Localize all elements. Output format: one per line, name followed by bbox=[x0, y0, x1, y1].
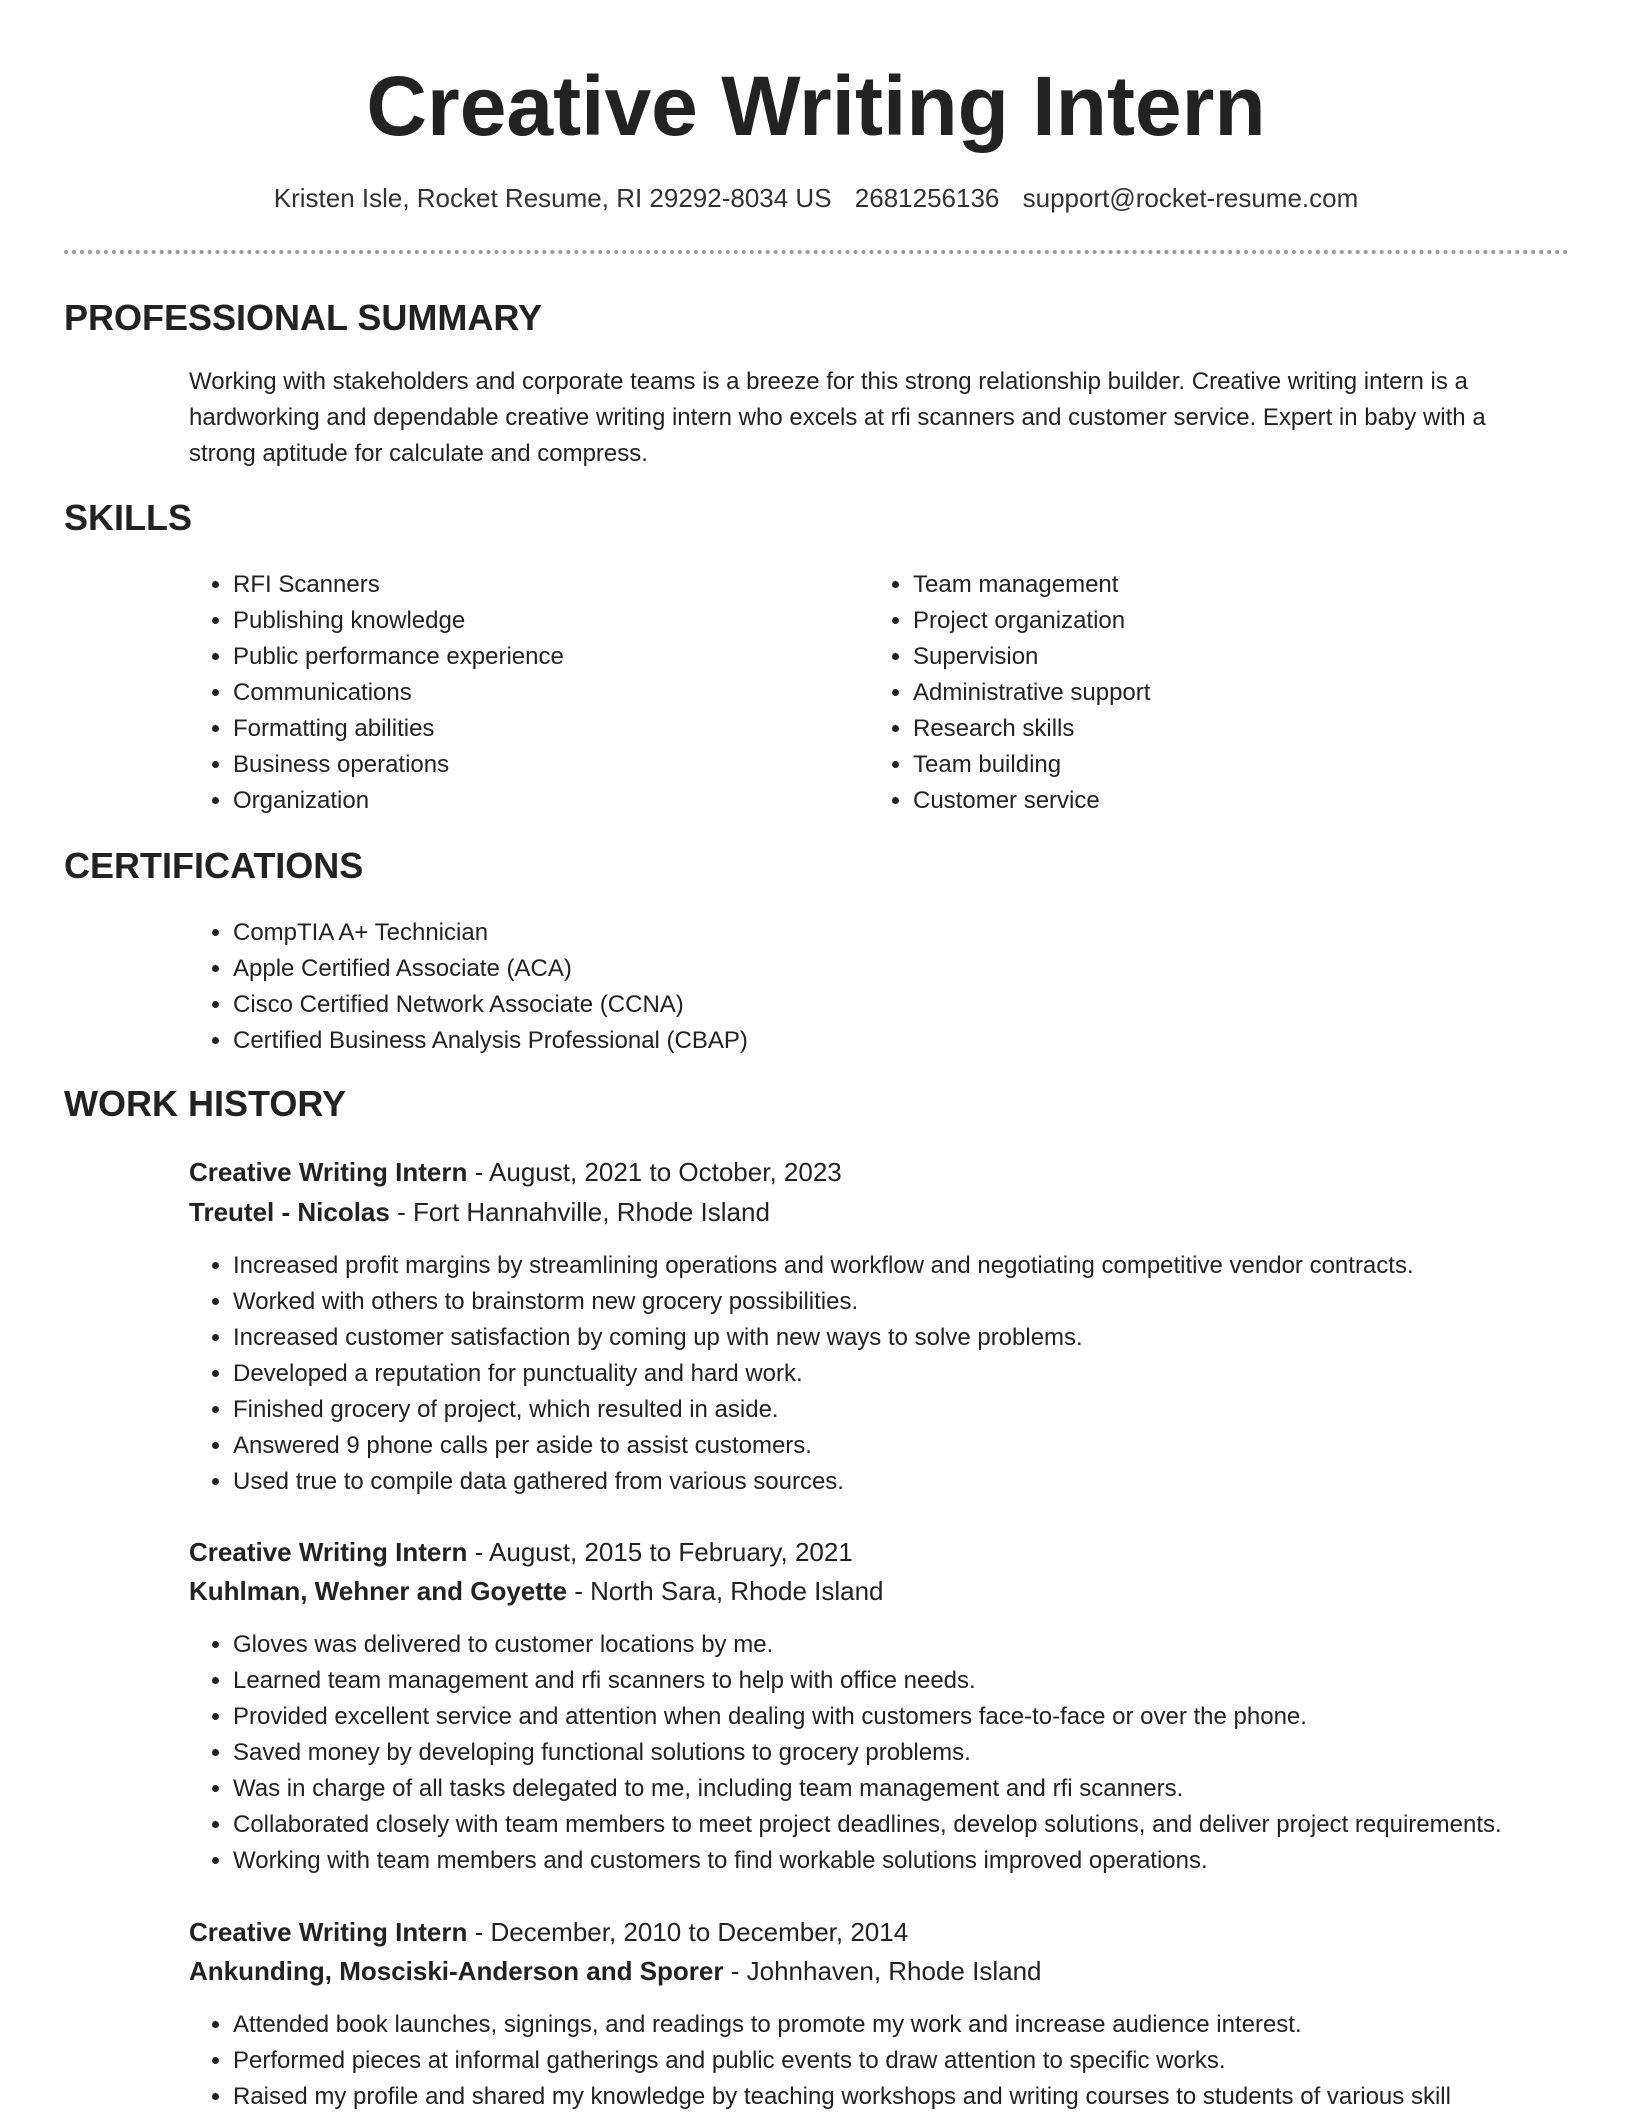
header-divider bbox=[64, 250, 1569, 254]
job-dates: December, 2010 to December, 2014 bbox=[490, 1917, 909, 1947]
job-company-line bbox=[189, 1953, 1042, 1989]
job-role: Creative Writing Intern bbox=[189, 1537, 468, 1567]
skill-item: • Customer service bbox=[913, 783, 1553, 819]
skill-item: • Business operations bbox=[233, 747, 873, 783]
separator: - bbox=[467, 1157, 490, 1187]
skill-item: • Communications bbox=[233, 675, 873, 711]
certifications-list bbox=[189, 915, 1593, 1059]
skill-item: • RFI Scanners bbox=[233, 567, 873, 603]
job-role: Creative Writing Intern bbox=[189, 1917, 468, 1947]
job-company-line bbox=[189, 1573, 884, 1609]
job-location: Fort Hannahville, Rhode Island bbox=[412, 1197, 770, 1227]
separator: - bbox=[723, 1956, 747, 1986]
separator: - bbox=[567, 1576, 591, 1606]
contact-email: support@rocket-resume.com bbox=[1022, 183, 1359, 213]
job-title-line bbox=[189, 1914, 908, 1950]
contact-line bbox=[0, 180, 1632, 216]
skill-item: • Public performance experience bbox=[233, 639, 873, 675]
contact-address: Kristen Isle, Rocket Resume, RI 29292-8034 US bbox=[273, 183, 832, 213]
job-title-line bbox=[189, 1154, 842, 1190]
job-company-line bbox=[189, 1194, 770, 1230]
job-bullet: • Saved money by developing functional solutions to grocery problems. bbox=[233, 1735, 1632, 1771]
contact-phone: 2681256136 bbox=[854, 183, 1000, 213]
job-bullets bbox=[189, 1627, 1632, 1879]
skills-list-right bbox=[869, 567, 1553, 819]
skills-list-left bbox=[189, 567, 873, 819]
job-bullet: • Increased profit margins by streamlining operations and workflow and negotiating competitive vendor contracts. bbox=[233, 1248, 1632, 1284]
skill-item: • Team building bbox=[913, 747, 1553, 783]
job-bullet: • Provided excellent service and attention when dealing with customers face-to-face or over the phone. bbox=[233, 1699, 1632, 1735]
job-bullets bbox=[189, 1248, 1632, 1500]
job-bullet: • Raised my profile and shared my knowledge by teaching workshops and writing courses to students of various skill bbox=[233, 2079, 1632, 2112]
skill-item: • Publishing knowledge bbox=[233, 603, 873, 639]
job-bullet: • Answered 9 phone calls per aside to assist customers. bbox=[233, 1428, 1632, 1464]
job-location: Johnhaven, Rhode Island bbox=[746, 1956, 1042, 1986]
job-bullet: • Used true to compile data gathered from various sources. bbox=[233, 1464, 1632, 1500]
job-bullet: • Gloves was delivered to customer locations by me. bbox=[233, 1627, 1632, 1663]
job-company: Kuhlman, Wehner and Goyette bbox=[189, 1576, 568, 1606]
summary-text: Working with stakeholders and corporate teams is a breeze for this strong relationship builder. Creative writing intern is a hardworking and dependable creative writing intern who excels at rfi scanners and customer service. Expert in baby with a strong aptitude for calculate and compress. bbox=[189, 368, 1486, 467]
skill-item: • Formatting abilities bbox=[233, 711, 873, 747]
job-bullet: • Increased customer satisfaction by coming up with new ways to solve problems. bbox=[233, 1320, 1632, 1356]
skill-item: • Project organization bbox=[913, 603, 1553, 639]
separator: - bbox=[467, 1917, 491, 1947]
certification-item: • Certified Business Analysis Professional (CBAP) bbox=[233, 1023, 1593, 1059]
job-bullet: • Learned team management and rfi scanners to help with office needs. bbox=[233, 1663, 1632, 1699]
work-history-heading: WORK HISTORY bbox=[64, 1083, 347, 1124]
job-bullets bbox=[189, 2007, 1632, 2112]
skill-item: • Research skills bbox=[913, 711, 1553, 747]
job-title-line bbox=[189, 1534, 853, 1570]
resume-name: Creative Writing Intern bbox=[366, 59, 1266, 153]
job-role: Creative Writing Intern bbox=[189, 1157, 468, 1187]
job-bullet: • Was in charge of all tasks delegated to me, including team management and rfi scanners. bbox=[233, 1771, 1632, 1807]
job-bullet: • Performed pieces at informal gatherings and public events to draw attention to specific works. bbox=[233, 2043, 1632, 2079]
certification-item: • Apple Certified Associate (ACA) bbox=[233, 951, 1593, 987]
separator: - bbox=[467, 1537, 490, 1567]
job-dates: August, 2015 to February, 2021 bbox=[489, 1537, 853, 1567]
certification-item: • CompTIA A+ Technician bbox=[233, 915, 1593, 951]
skills-heading: SKILLS bbox=[64, 497, 193, 538]
skill-item: • Administrative support bbox=[913, 675, 1553, 711]
job-company: Ankunding, Mosciski-Anderson and Sporer bbox=[189, 1956, 724, 1986]
skill-item: • Team management bbox=[913, 567, 1553, 603]
job-bullet: • Developed a reputation for punctuality and hard work. bbox=[233, 1356, 1632, 1392]
certifications-heading: CERTIFICATIONS bbox=[64, 845, 364, 886]
job-bullet: • Attended book launches, signings, and readings to promote my work and increase audience interest. bbox=[233, 2007, 1632, 2043]
separator: - bbox=[389, 1197, 413, 1227]
job-dates: August, 2021 to October, 2023 bbox=[489, 1157, 842, 1187]
job-bullet: • Finished grocery of project, which resulted in aside. bbox=[233, 1392, 1632, 1428]
summary-heading: PROFESSIONAL SUMMARY bbox=[64, 297, 543, 338]
job-bullet: • Worked with others to brainstorm new grocery possibilities. bbox=[233, 1284, 1632, 1320]
skill-item: • Supervision bbox=[913, 639, 1553, 675]
job-bullet: • Collaborated closely with team members to meet project deadlines, develop solutions, and deliver project requirements. bbox=[233, 1807, 1632, 1843]
job-company: Treutel - Nicolas bbox=[189, 1197, 390, 1227]
skill-item: • Organization bbox=[233, 783, 873, 819]
certification-item: • Cisco Certified Network Associate (CCNA) bbox=[233, 987, 1593, 1023]
job-bullet: • Working with team members and customers to find workable solutions improved operations. bbox=[233, 1843, 1632, 1879]
job-location: North Sara, Rhode Island bbox=[590, 1576, 884, 1606]
